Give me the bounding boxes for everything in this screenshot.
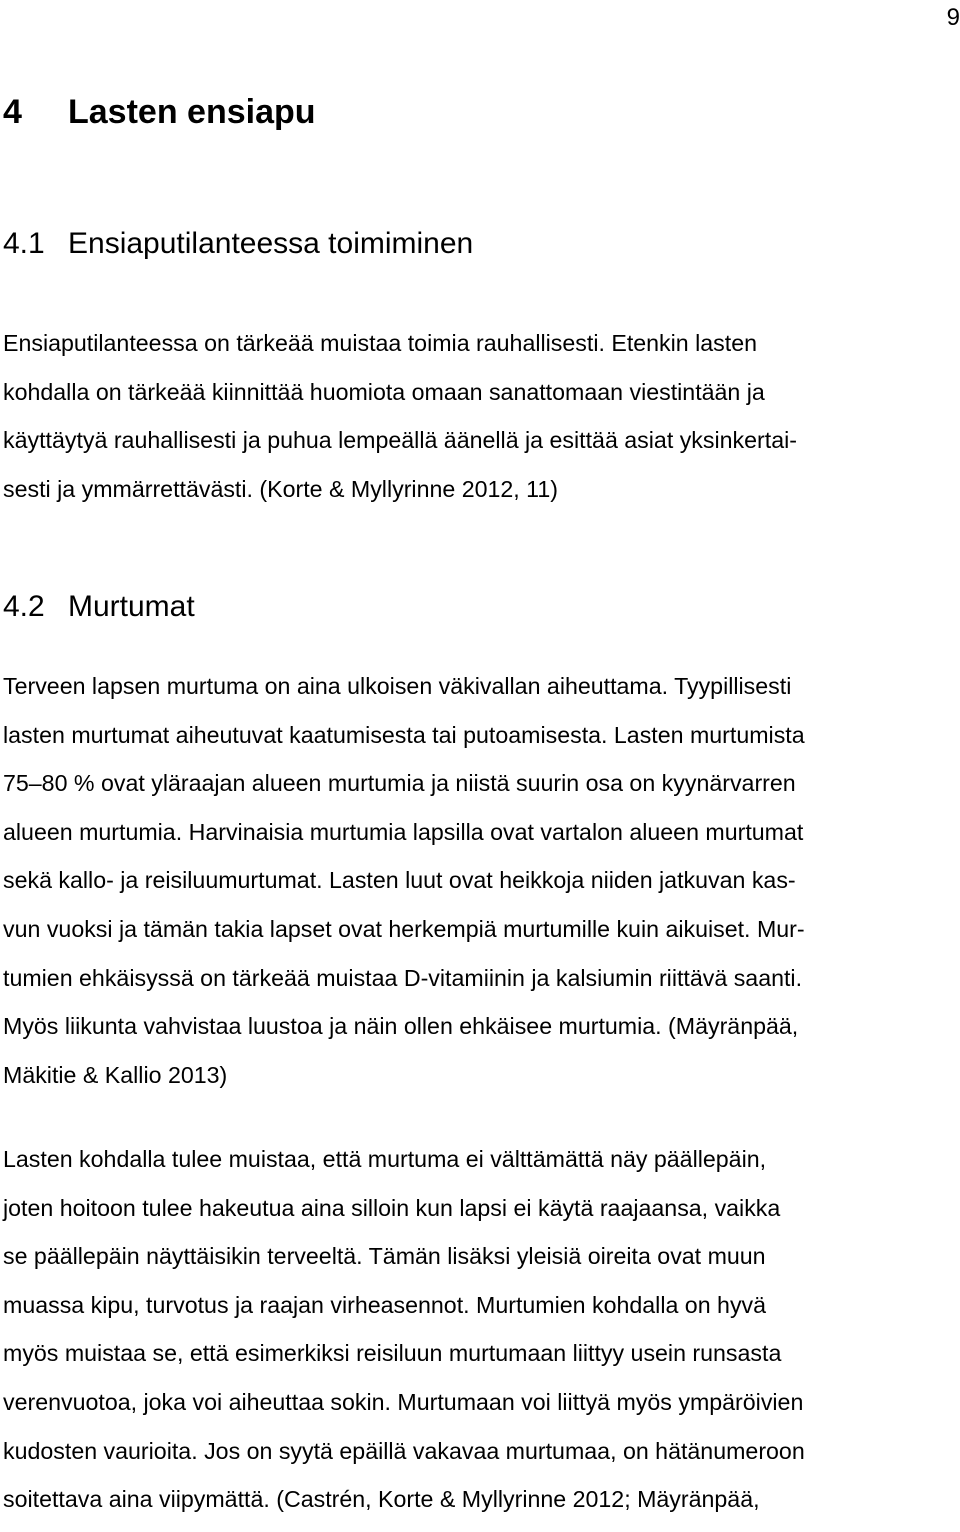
paragraph-murtumat-1	[3, 662, 960, 1099]
text-line: sekä kallo- ja reisiluumurtumat. Lasten luut ovat heikkoja niiden jatkuvan kas-	[3, 867, 796, 894]
text-line: alueen murtumia. Harvinaisia murtumia lapsilla ovat vartalon alueen murtumat	[3, 818, 804, 845]
text-line: Ensiaputilanteessa on tärkeää muistaa toimia rauhallisesti. Etenkin lasten	[3, 330, 758, 356]
text-line: sesti ja ymmärrettävästi. (Korte & Myllyrinne 2012, 11)	[3, 475, 558, 502]
page-number: 9	[946, 4, 960, 31]
chapter-number: 4	[3, 93, 22, 131]
text-line: Myös liikunta vahvistaa luustoa ja näin ollen ehkäisee murtumia. (Mäyränpää,	[3, 1013, 799, 1040]
text-line: Mäkitie & Kallio 2013)	[3, 1061, 228, 1088]
text-line: se päällepäin näyttäisikin terveeltä. Tämän lisäksi yleisiä oireita ovat muun	[3, 1243, 766, 1270]
text-line: Terveen lapsen murtuma on aina ulkoisen väkivallan aiheuttama. Tyypillisesti	[3, 673, 792, 699]
text-line: vun vuoksi ja tämän takia lapset ovat herkempiä murtumille kuin aikuiset. Mur-	[3, 915, 805, 942]
section-heading-4-1	[3, 222, 473, 266]
section-title: Ensiaputilanteessa toimiminen	[68, 227, 474, 260]
section-number: 4.1	[3, 227, 45, 260]
text-line: joten hoitoon tulee hakeutua aina silloin kun lapsi ei käytä raajaansa, vaikka	[3, 1194, 781, 1221]
text-line: kohdalla on tärkeää kiinnittää huomiota omaan sanattomaan viestintään ja	[3, 378, 765, 405]
text-line: verenvuotoa, joka voi aiheuttaa sokin. Murtumaan voi liittyä myös ympäröivien	[3, 1388, 804, 1415]
section-number: 4.2	[3, 590, 45, 623]
text-line: soitettava aina viipymättä. (Castrén, Korte & Myllyrinne 2012; Mäyränpää,	[3, 1486, 760, 1513]
section-heading-4-2	[3, 585, 195, 629]
text-line: käyttäytyä rauhallisesti ja puhua lempeällä äänellä ja esittää asiat yksinkertai-	[3, 427, 797, 453]
text-line: lasten murtumat aiheutuvat kaatumisesta tai putoamisesta. Lasten murtumista	[3, 721, 805, 748]
text-line: kudosten vaurioita. Jos on syytä epäillä vakavaa murtumaa, on hätänumeroon	[3, 1437, 805, 1464]
chapter-heading	[3, 88, 316, 136]
paragraph-ensiaputilanne-body	[3, 319, 960, 513]
text-line: muassa kipu, turvotus ja raajan virheasennot. Murtumien kohdalla on hyvä	[3, 1291, 767, 1318]
text-line: Lasten kohdalla tulee muistaa, että murtuma ei välttämättä näy päällepäin,	[3, 1146, 767, 1172]
text-line: tumien ehkäisyssä on tärkeää muistaa D-vitamiinin ja kalsiumin riittävä saanti.	[3, 964, 803, 991]
text-line: 75–80 % ovat yläraajan alueen murtumia ja niistä suurin osa on kyynärvarren	[3, 770, 796, 797]
text-line: myös muistaa se, että esimerkiksi reisiluun murtumaan liittyy usein runsasta	[3, 1340, 782, 1367]
section-title: Murtumat	[68, 590, 195, 623]
chapter-title: Lasten ensiapu	[68, 93, 316, 131]
paragraph-murtumat-2	[3, 1135, 960, 1524]
